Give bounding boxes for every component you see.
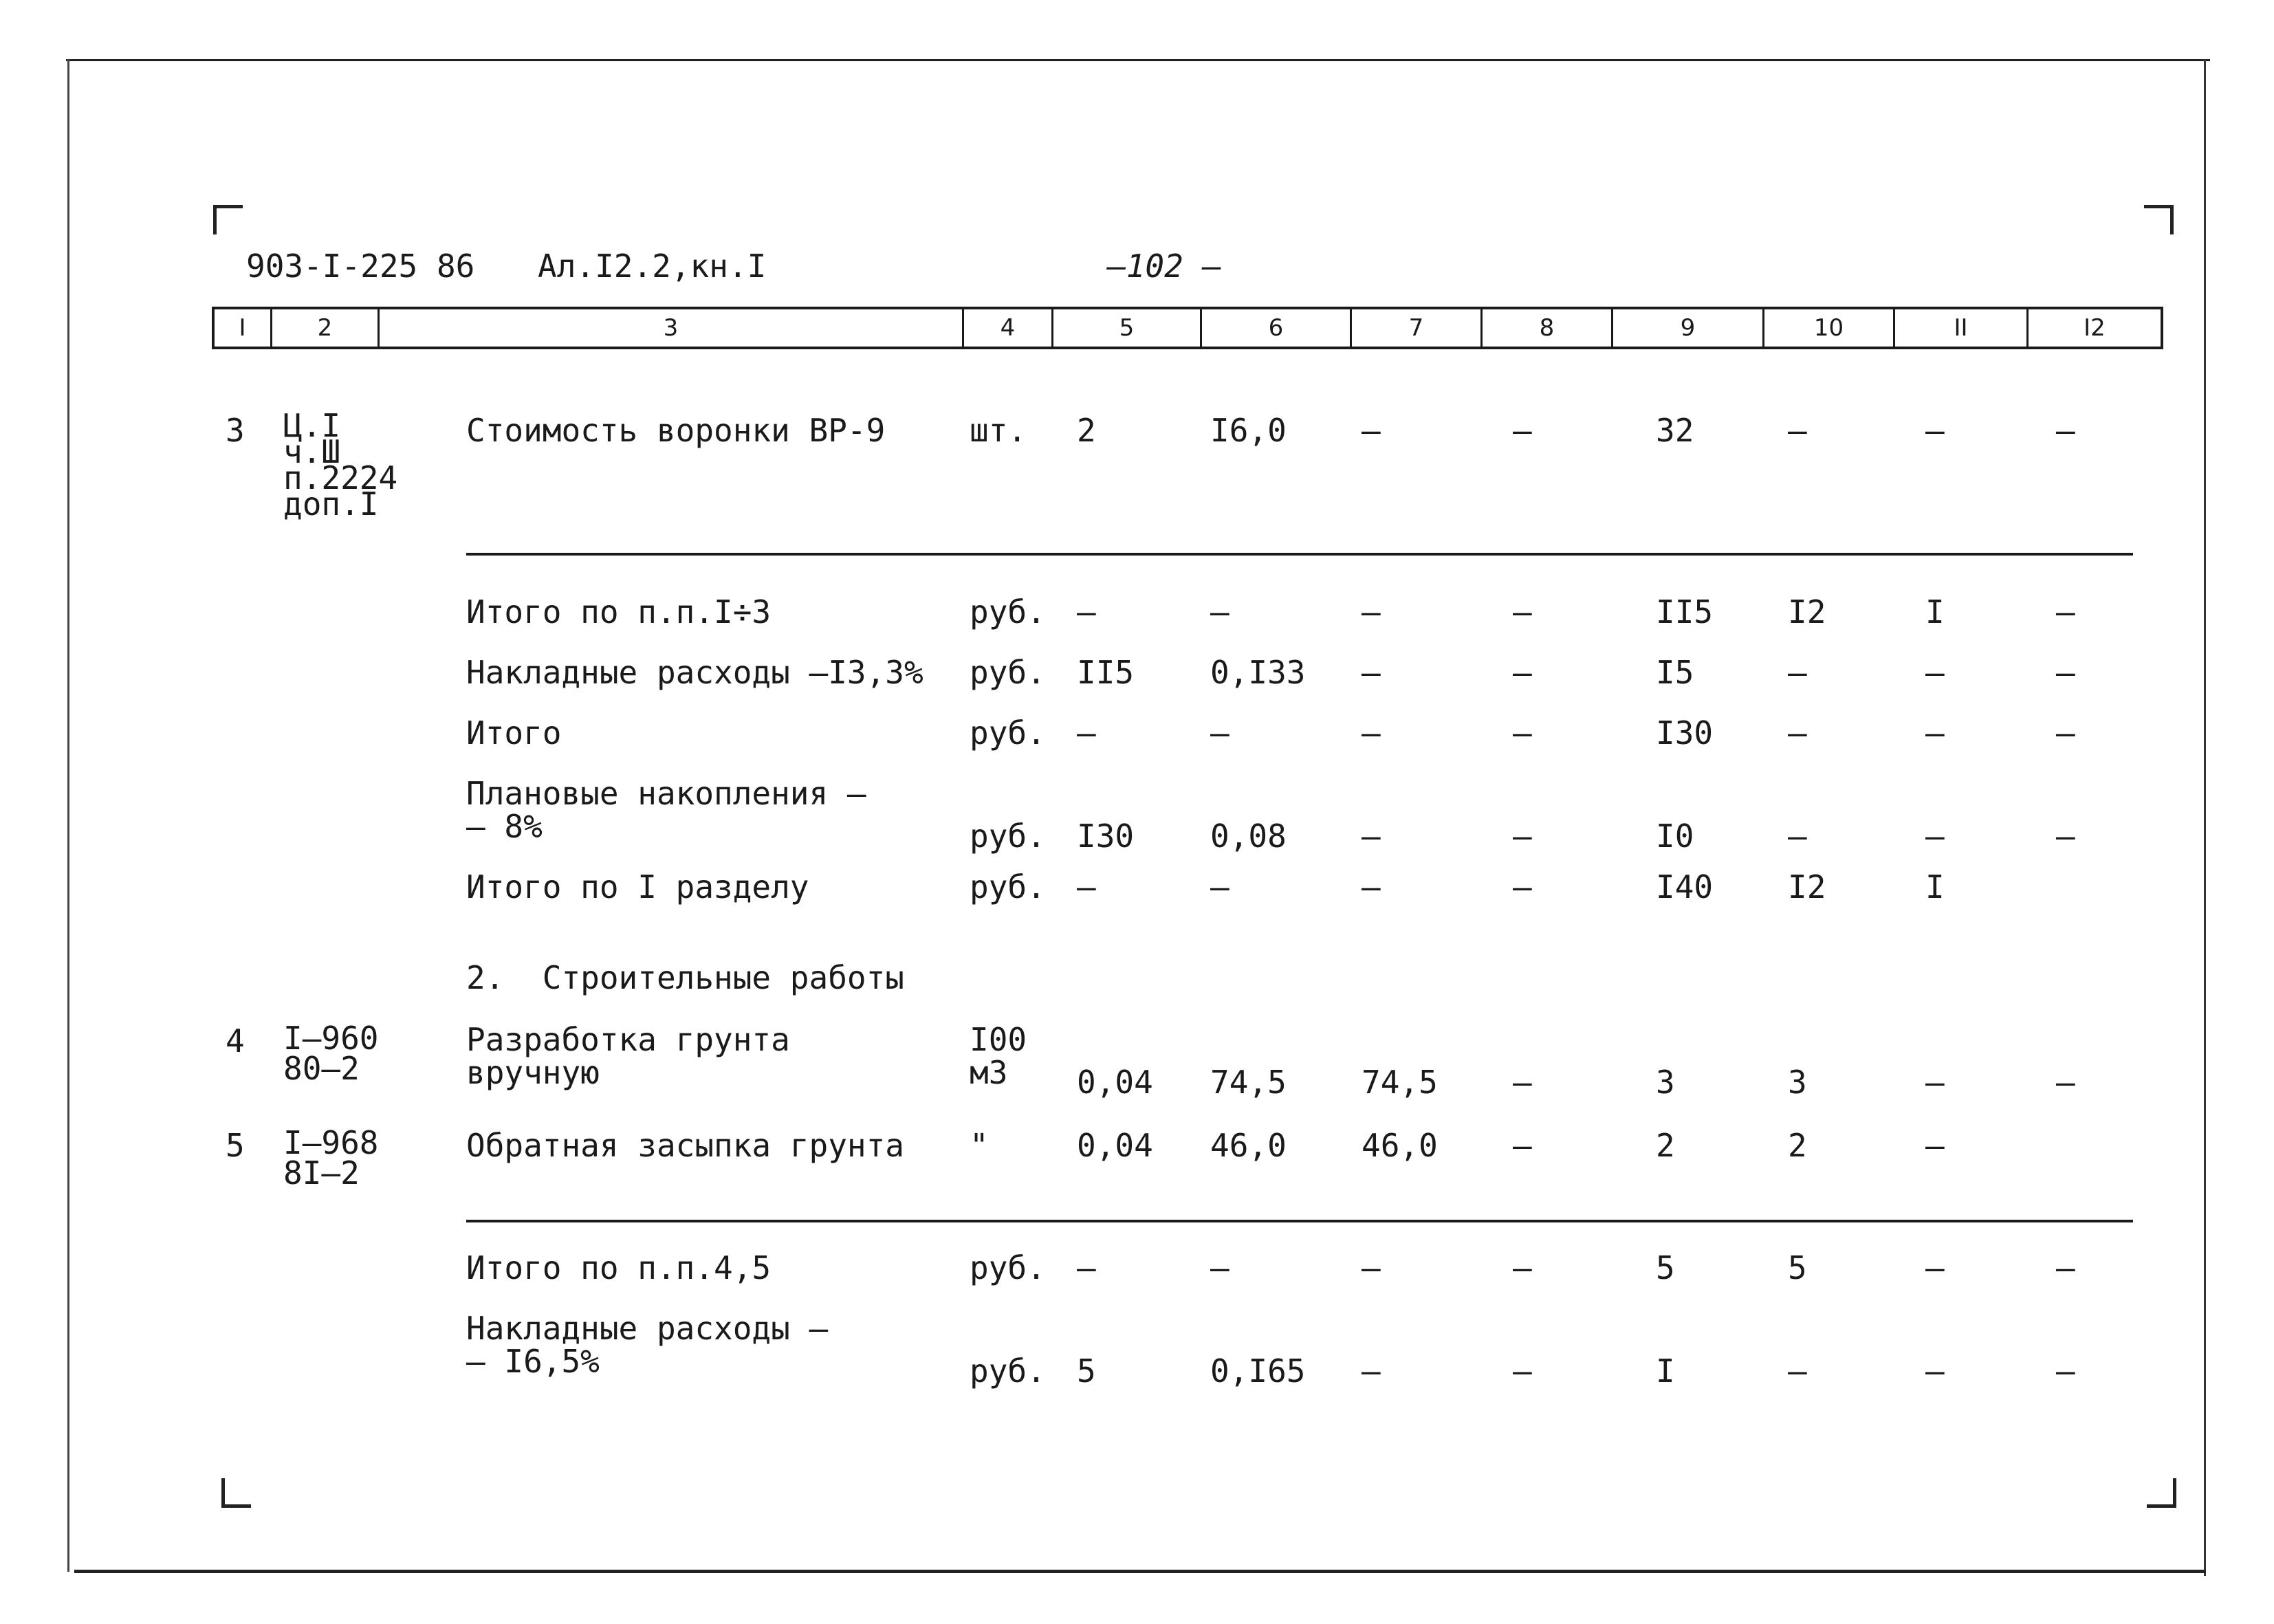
- row-3-c7: –: [1362, 654, 1381, 691]
- row-3-c6: 0,I33: [1210, 654, 1306, 691]
- row-8-c7: 74,5: [1362, 1064, 1438, 1101]
- row-3-c5: II5: [1077, 654, 1135, 691]
- row-4-c10: –: [1788, 714, 1807, 751]
- corner-mark-bottom-left: [221, 1478, 251, 1508]
- row-5-c8: –: [1513, 818, 1532, 855]
- row-1-c6: I6,0: [1210, 412, 1287, 449]
- row-8-unit: I00 м3: [970, 1021, 1027, 1091]
- row-6-c10: I2: [1788, 868, 1826, 906]
- frame-bottom-line: [74, 1570, 2206, 1573]
- row-2-desc: Итого по п.п.I÷3: [466, 593, 772, 630]
- row-1-num: 3: [226, 412, 245, 449]
- row-10-unit: руб.: [970, 1249, 1046, 1286]
- frame-top-line: [66, 59, 2210, 61]
- row-6-c9: I40: [1656, 868, 1714, 906]
- row-8-c12: –: [2056, 1064, 2075, 1101]
- row-1-c5: 2: [1077, 412, 1096, 449]
- column-header-6: 6: [1202, 309, 1352, 347]
- column-header-5: 5: [1053, 309, 1202, 347]
- row-10-c11: –: [1925, 1249, 1945, 1286]
- row-6-unit: руб.: [970, 868, 1046, 906]
- row-11-c11: –: [1925, 1352, 1945, 1390]
- row-2-c11: I: [1925, 593, 1945, 630]
- column-header-8: 8: [1483, 309, 1613, 347]
- row-4-c9: I30: [1656, 714, 1714, 751]
- row-3-c10: –: [1788, 654, 1807, 691]
- row-3-unit: руб.: [970, 654, 1046, 691]
- row-2-c7: –: [1362, 593, 1381, 630]
- row-5-c6: 0,08: [1210, 818, 1287, 855]
- row-1-c9: 32: [1656, 412, 1694, 449]
- column-header-11: II: [1895, 309, 2029, 347]
- row-9-desc: Обратная засыпка грунта: [466, 1127, 904, 1164]
- row-2-c5: –: [1077, 593, 1096, 630]
- row-9-c8: –: [1513, 1127, 1532, 1164]
- row-3-desc: Накладные расходы –I3,3%: [466, 654, 923, 691]
- row-9-c9: 2: [1656, 1127, 1675, 1164]
- row-4-c8: –: [1513, 714, 1532, 751]
- row-10-c8: –: [1513, 1249, 1532, 1286]
- row-9-unit: ": [970, 1127, 989, 1164]
- row-11-c5: 5: [1077, 1352, 1096, 1390]
- row-5-c5: I30: [1077, 818, 1135, 855]
- row-11-desc: Накладные расходы – – I6,5%: [466, 1310, 829, 1380]
- row-4-c7: –: [1362, 714, 1381, 751]
- row-8-c9: 3: [1656, 1064, 1675, 1101]
- column-number-header: [212, 307, 2163, 349]
- row-11-c9: I: [1656, 1352, 1675, 1390]
- row-1-c7: –: [1362, 412, 1381, 449]
- row-8-c10: 3: [1788, 1064, 1807, 1101]
- column-header-12: I2: [2084, 314, 2106, 342]
- row-5-c10: –: [1788, 818, 1807, 855]
- row-3-c8: –: [1513, 654, 1532, 691]
- row-5-desc: Плановые накопления – – 8%: [466, 775, 866, 845]
- row-6-c11: I: [1925, 868, 1945, 906]
- row-8-c5: 0,04: [1077, 1064, 1153, 1101]
- row-9-c10: 2: [1788, 1127, 1807, 1164]
- row-8-ref: I–960 80–2: [283, 1020, 379, 1087]
- column-header-3: 3: [380, 309, 964, 347]
- column-header-10: 10: [1764, 309, 1895, 347]
- row-11-c6: 0,I65: [1210, 1352, 1306, 1390]
- row-1-desc: Стоимость воронки ВР-9: [466, 412, 886, 449]
- row-9-c11: –: [1925, 1127, 1945, 1164]
- row-6-c7: –: [1362, 868, 1381, 906]
- row-9-num: 5: [226, 1127, 245, 1164]
- row-8-c8: –: [1513, 1064, 1532, 1101]
- row-9-ref: I–968 8I–2: [283, 1124, 379, 1192]
- row-9-c7: 46,0: [1362, 1127, 1438, 1164]
- row-5-c12: –: [2056, 818, 2075, 855]
- row-2-c10: I2: [1788, 593, 1826, 630]
- column-header-7: 7: [1352, 309, 1483, 347]
- row-10-c7: –: [1362, 1249, 1381, 1286]
- row-10-c9: 5: [1656, 1249, 1675, 1286]
- row-5-c9: I0: [1656, 818, 1694, 855]
- row-1-c10: –: [1788, 412, 1807, 449]
- row-2-c8: –: [1513, 593, 1532, 630]
- row-11-c10: –: [1788, 1352, 1807, 1390]
- frame-right-line: [2204, 59, 2206, 1576]
- frame-left-line: [67, 59, 69, 1572]
- row-9-c6: 46,0: [1210, 1127, 1287, 1164]
- row-10-c12: –: [2056, 1249, 2075, 1286]
- row-1-c8: –: [1513, 412, 1532, 449]
- row-8-desc: Разработка грунта вручную: [466, 1021, 790, 1091]
- row-11-c7: –: [1362, 1352, 1381, 1390]
- column-header-1: I: [215, 309, 272, 347]
- row-5-c11: –: [1925, 818, 1945, 855]
- row-3-c11: –: [1925, 654, 1945, 691]
- row-9-c5: 0,04: [1077, 1127, 1153, 1164]
- row-1-ref: Ц.I ч.Ш п.2224 доп.I: [283, 407, 398, 523]
- row-10-c5: –: [1077, 1249, 1096, 1286]
- row-11-unit: руб.: [970, 1352, 1046, 1390]
- row-3-c12: –: [2056, 654, 2075, 691]
- row-5-unit: руб.: [970, 818, 1046, 855]
- corner-mark-bottom-right: [2147, 1478, 2176, 1508]
- row-2-c9: II5: [1656, 593, 1714, 630]
- row-11-c8: –: [1513, 1352, 1532, 1390]
- row-4-c11: –: [1925, 714, 1945, 751]
- row-6-c5: –: [1077, 868, 1096, 906]
- row-4-c12: –: [2056, 714, 2075, 751]
- row-1-unit: шт.: [970, 412, 1027, 449]
- row-11-c12: –: [2056, 1352, 2075, 1390]
- row-2-unit: руб.: [970, 593, 1046, 630]
- section-separator-2: [466, 1220, 2133, 1222]
- row-4-c6: –: [1210, 714, 1229, 751]
- column-header-9: 9: [1613, 309, 1764, 347]
- row-10-c10: 5: [1788, 1249, 1807, 1286]
- row-6-desc: Итого по I разделу: [466, 868, 809, 906]
- row-6-c6: –: [1210, 868, 1229, 906]
- row-2-c12: –: [2056, 593, 2075, 630]
- row-10-desc: Итого по п.п.4,5: [466, 1249, 772, 1286]
- row-8-c11: –: [1925, 1064, 1945, 1101]
- page-number: —102 —: [1107, 248, 1222, 285]
- row-1-c11: –: [1925, 412, 1945, 449]
- section-separator-1: [466, 553, 2133, 556]
- document-code: 903-I-225 86: [246, 248, 475, 285]
- column-header-2: 2: [272, 309, 380, 347]
- row-5-c7: –: [1362, 818, 1381, 855]
- row-4-unit: руб.: [970, 714, 1046, 751]
- row-2-c6: –: [1210, 593, 1229, 630]
- row-8-num: 4: [226, 1022, 245, 1060]
- row-4-desc: Итого: [466, 714, 562, 751]
- row-3-c9: I5: [1656, 654, 1694, 691]
- corner-mark-top-left: [213, 205, 243, 234]
- row-4-c5: –: [1077, 714, 1096, 751]
- column-header-4: 4: [964, 309, 1053, 347]
- row-10-c6: –: [1210, 1249, 1229, 1286]
- row-1-c12: –: [2056, 412, 2075, 449]
- row-6-c8: –: [1513, 868, 1532, 906]
- row-8-c6: 74,5: [1210, 1064, 1287, 1101]
- corner-mark-top-right: [2144, 205, 2174, 234]
- album-reference: Ал.I2.2,кн.I: [538, 248, 767, 285]
- row-7-desc: 2. Строительные работы: [466, 959, 904, 996]
